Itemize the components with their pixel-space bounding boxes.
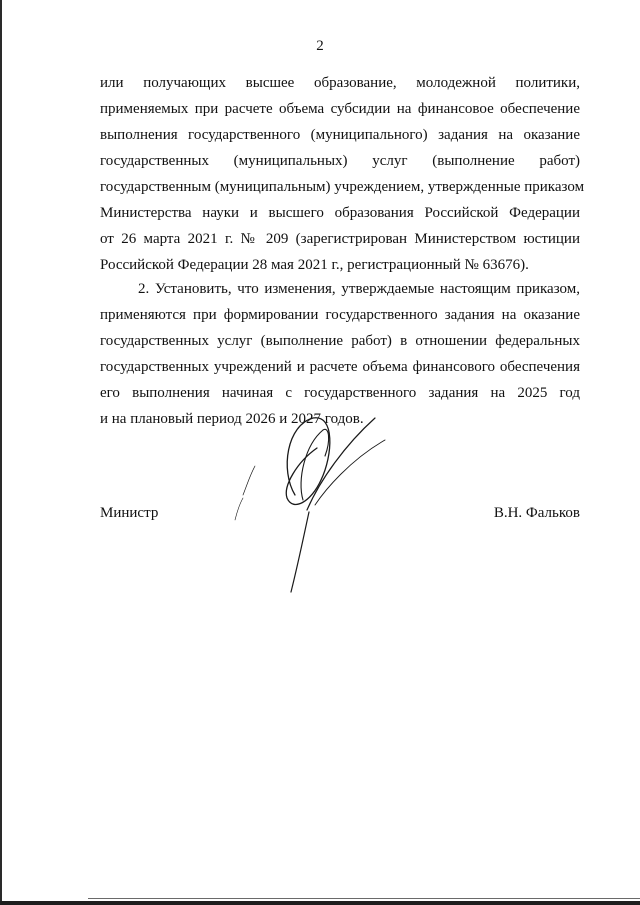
paragraph-2-line: государственных учреждений и расчете объема финансового обеспечения	[100, 359, 580, 375]
signature-short-stroke	[235, 498, 243, 520]
signature-loop-stroke	[286, 418, 330, 505]
signature-small-stroke	[243, 466, 255, 495]
page-number: 2	[316, 38, 324, 54]
paragraph-1-line: Российской Федерации 28 мая 2021 г., регистрационный № 63676).	[100, 257, 529, 273]
signatory-title: Министр	[100, 505, 159, 521]
paragraph-2-line: его выполнения начиная с государственного задания на 2025 год	[100, 385, 580, 401]
signatory-name: В.Н. Фальков	[493, 505, 580, 521]
paragraph-1-line: или получающих высшее образование, молодежной политики,	[100, 75, 580, 91]
paragraph-2-line: и на плановый период 2026 и 2027 годов.	[100, 411, 364, 427]
paragraph-1-line: Министерства науки и высшего образования Российской Федерации	[100, 205, 580, 221]
scan-edge-bottom	[0, 901, 640, 905]
paragraph-2-line: 2. Установить, что изменения, утверждаемые настоящим приказом,	[138, 281, 580, 297]
signature-tail-stroke	[315, 440, 385, 505]
signature-inner-stroke	[301, 429, 329, 500]
paragraph-1-line: от 26 марта 2021 г. № 209 (зарегистрирован Министерством юстиции	[100, 231, 580, 247]
paragraph-1-line: выполнения государственного (муниципального) задания на оказание	[100, 127, 580, 143]
signature-down-stroke	[291, 512, 309, 592]
paragraph-1-line: применяемых при расчете объема субсидии на финансовое обеспечение	[100, 101, 580, 117]
paragraph-2-line: государственных услуг (выполнение работ) в отношении федеральных	[100, 333, 580, 349]
paragraph-1-line: государственных (муниципальных) услуг (выполнение работ)	[100, 153, 580, 169]
scan-edge-bottom-line	[88, 898, 640, 899]
signature-long-stroke	[307, 418, 375, 510]
paragraph-1	[100, 70, 585, 278]
handwritten-signature	[225, 400, 395, 600]
paragraph-1-line: государственным (муниципальным) учреждением, утвержденные приказом	[100, 179, 585, 195]
scan-edge-left	[0, 0, 2, 905]
paragraph-2-line: применяются при формировании государственного задания на оказание	[100, 307, 580, 323]
